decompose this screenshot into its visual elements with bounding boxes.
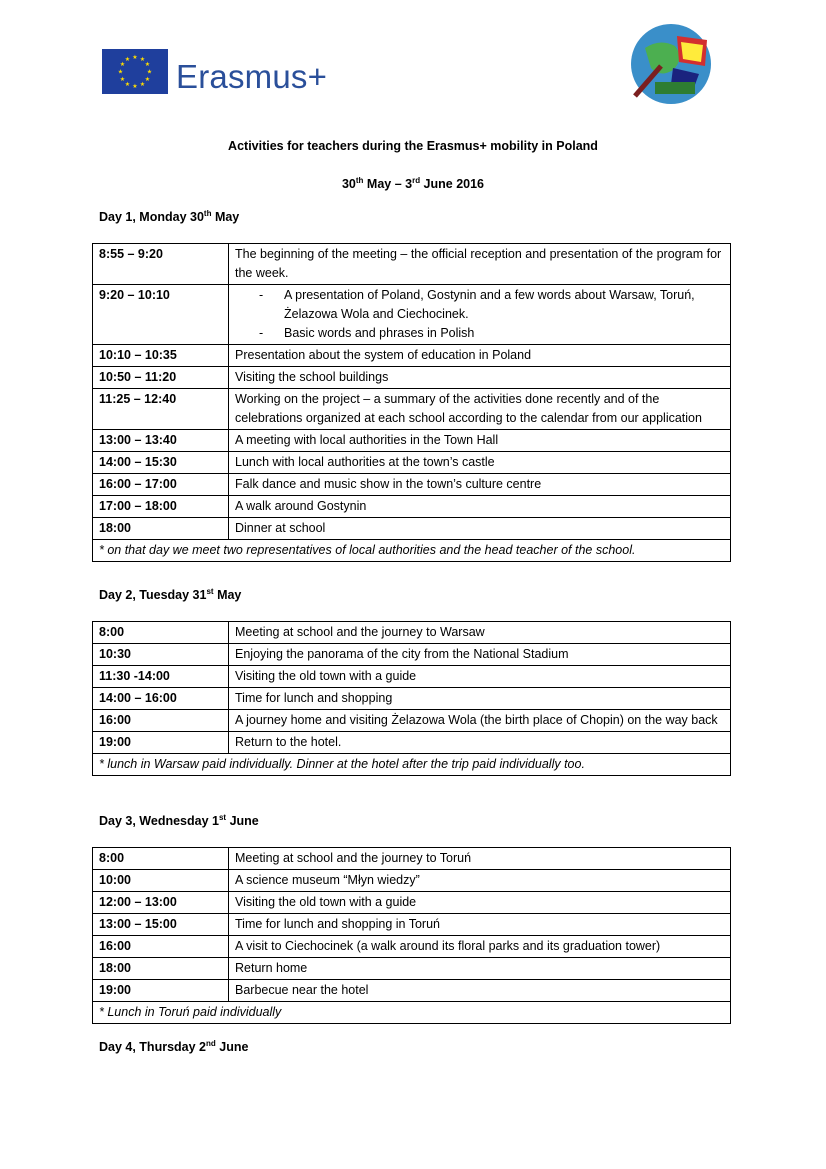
table-row <box>93 732 731 754</box>
time-cell: 16:00 <box>93 936 229 958</box>
activity-cell: Enjoying the panorama of the city from the National Stadium <box>229 644 731 666</box>
activity-cell: Dinner at school <box>229 518 731 540</box>
activity-cell: A visit to Ciechocinek (a walk around its floral parks and its graduation tower) <box>229 936 731 958</box>
activity-cell: A journey home and visiting Żelazowa Wola (the birth place of Chopin) on the way back <box>229 710 731 732</box>
table-note-row <box>93 540 731 562</box>
day-1-schedule-table <box>92 243 731 562</box>
time-cell: 13:00 – 15:00 <box>93 914 229 936</box>
document-dates: 30th May – 3rd June 2016 <box>341 176 485 192</box>
svg-text:★: ★ <box>119 76 126 83</box>
activity-cell: Presentation about the system of education in Poland <box>229 345 731 367</box>
bullet-list <box>235 286 724 343</box>
day-4-heading: Day 4, Thursday 2nd June <box>99 1039 249 1055</box>
svg-text:★: ★ <box>139 81 146 88</box>
activity-cell: Lunch with local authorities at the town’s castle <box>229 452 731 474</box>
table-row <box>93 430 731 452</box>
svg-text:★: ★ <box>144 76 151 83</box>
table-note: * lunch in Warsaw paid individually. Dinner at the hotel after the trip paid individually too. <box>93 754 731 776</box>
table-row <box>93 848 731 870</box>
activity-cell: Meeting at school and the journey to Toruń <box>229 848 731 870</box>
table-row <box>93 474 731 496</box>
table-row <box>93 644 731 666</box>
time-cell: 8:00 <box>93 622 229 644</box>
time-cell: 13:00 – 13:40 <box>93 430 229 452</box>
time-cell: 17:00 – 18:00 <box>93 496 229 518</box>
activity-cell: Working on the project – a summary of the activities done recently and of the celebrations organized at each school according to the calendar from our application <box>229 389 731 430</box>
table-note-row <box>93 754 731 776</box>
project-globe-logo <box>615 18 727 106</box>
table-row <box>93 244 731 285</box>
svg-text:★: ★ <box>132 83 138 90</box>
table-note: * on that day we meet two representatives of local authorities and the head teacher of the school. <box>93 540 731 562</box>
svg-text:★: ★ <box>124 81 131 88</box>
time-cell: 8:00 <box>93 848 229 870</box>
table-row <box>93 688 731 710</box>
time-cell: 10:30 <box>93 644 229 666</box>
day-3-schedule-table <box>92 847 731 1024</box>
time-cell: 9:20 – 10:10 <box>93 285 229 345</box>
activity-cell: Visiting the school buildings <box>229 367 731 389</box>
eu-stars-icon <box>102 49 168 94</box>
day-2-schedule-table <box>92 621 731 776</box>
activity-cell: Time for lunch and shopping <box>229 688 731 710</box>
time-cell: 10:50 – 11:20 <box>93 367 229 389</box>
time-cell: 16:00 – 17:00 <box>93 474 229 496</box>
time-cell: 18:00 <box>93 518 229 540</box>
table-row <box>93 710 731 732</box>
svg-text:★: ★ <box>117 68 124 76</box>
day-1-heading: Day 1, Monday 30th May <box>99 209 240 225</box>
table-row <box>93 958 731 980</box>
time-cell: 19:00 <box>93 732 229 754</box>
table-row <box>93 496 731 518</box>
table-row <box>93 936 731 958</box>
time-cell: 14:00 – 16:00 <box>93 688 229 710</box>
time-cell: 14:00 – 15:30 <box>93 452 229 474</box>
table-row <box>93 870 731 892</box>
svg-text:★: ★ <box>124 56 131 63</box>
time-cell: 11:25 – 12:40 <box>93 389 229 430</box>
table-row <box>93 914 731 936</box>
time-cell: 11:30 -14:00 <box>93 666 229 688</box>
document-title: Activities for teachers during the Erasmus+ mobility in Poland <box>228 139 598 153</box>
activity-cell: Return to the hotel. <box>229 732 731 754</box>
table-note: * Lunch in Toruń paid individually <box>93 1002 731 1024</box>
activity-cell: Falk dance and music show in the town’s culture centre <box>229 474 731 496</box>
time-cell: 18:00 <box>93 958 229 980</box>
time-cell: 19:00 <box>93 980 229 1002</box>
time-cell: 12:00 – 13:00 <box>93 892 229 914</box>
time-cell: 8:55 – 9:20 <box>93 244 229 285</box>
eu-flag-logo <box>102 49 168 94</box>
table-row <box>93 892 731 914</box>
table-row <box>93 389 731 430</box>
day-3-heading: Day 3, Wednesday 1st June <box>99 813 259 829</box>
table-row <box>93 518 731 540</box>
table-row <box>93 622 731 644</box>
table-row <box>93 980 731 1002</box>
time-cell: 10:00 <box>93 870 229 892</box>
activity-cell: Visiting the old town with a guide <box>229 666 731 688</box>
time-cell: 16:00 <box>93 710 229 732</box>
table-row <box>93 666 731 688</box>
time-cell: 10:10 – 10:35 <box>93 345 229 367</box>
table-row <box>93 285 731 345</box>
list-item: - Basic words and phrases in Polish <box>284 324 724 343</box>
activity-cell: Meeting at school and the journey to Warsaw <box>229 622 731 644</box>
svg-text:★: ★ <box>146 68 153 76</box>
table-row <box>93 367 731 389</box>
svg-text:★: ★ <box>119 61 126 68</box>
activity-cell: A meeting with local authorities in the Town Hall <box>229 430 731 452</box>
table-note-row <box>93 1002 731 1024</box>
activity-cell: Return home <box>229 958 731 980</box>
activity-cell: Barbecue near the hotel <box>229 980 731 1002</box>
activity-cell <box>229 285 731 345</box>
activity-cell: A walk around Gostynin <box>229 496 731 518</box>
activity-cell: A science museum “Młyn wiedzy” <box>229 870 731 892</box>
activity-cell: Visiting the old town with a guide <box>229 892 731 914</box>
table-row <box>93 452 731 474</box>
erasmus-logo-text: Erasmus+ <box>176 58 328 95</box>
day-2-heading: Day 2, Tuesday 31st May <box>99 587 242 603</box>
svg-text:★: ★ <box>139 56 146 63</box>
activity-cell: The beginning of the meeting – the official reception and presentation of the program for the week. <box>229 244 731 285</box>
svg-text:★: ★ <box>132 54 138 61</box>
svg-text:★: ★ <box>144 61 151 68</box>
list-item: - A presentation of Poland, Gostynin and a few words about Warsaw, Toruń, Żelazowa Wola and Ciechocinek. <box>284 286 724 324</box>
table-row <box>93 345 731 367</box>
activity-cell: Time for lunch and shopping in Toruń <box>229 914 731 936</box>
